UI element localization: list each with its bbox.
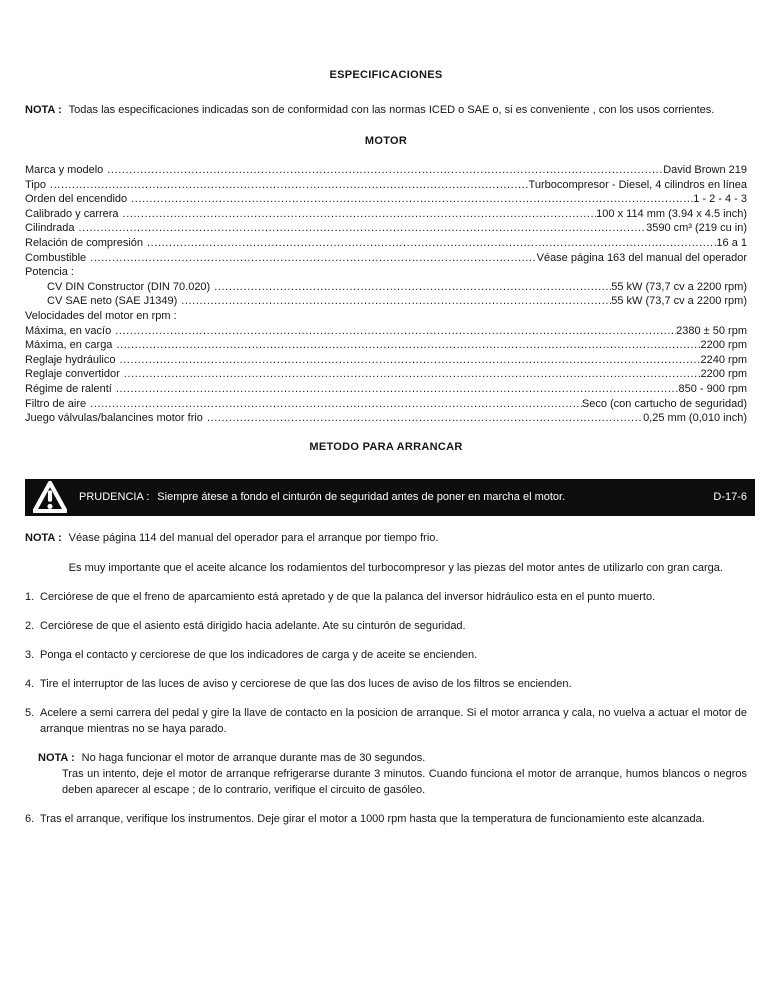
dot-leader	[177, 294, 611, 309]
spec-row-combustible	[25, 251, 747, 266]
spec-row-calibrado	[25, 207, 747, 222]
motor-spec-list	[25, 163, 747, 426]
spec-label: Juego válvulas/balancines motor frio	[25, 412, 203, 425]
spec-value: 3590 cm³ (219 cu in)	[646, 222, 747, 235]
spec-value: Seco (con cartucho de seguridad)	[581, 397, 747, 410]
spec-value: Turbocompresor - Diesel, 4 cilindros en línea	[528, 178, 747, 191]
step-number: 1.	[25, 590, 35, 603]
spec-value: 1 - 2 - 4 - 3	[693, 193, 747, 206]
spec-value: Véase página 163 del manual del operador	[536, 251, 747, 264]
warning-code: D-17-6	[713, 491, 747, 504]
arranque-section-heading: METODO PARA ARRANCAR	[309, 440, 463, 453]
warning-banner	[25, 479, 755, 516]
spec-row-cv-din	[25, 280, 747, 295]
dot-leader	[203, 411, 643, 426]
spec-row-ralenti	[25, 382, 747, 397]
step-text: Cerciórese de que el freno de aparcamiento está apretado y de que la palanca del inversor hidráulico esta en el punto muerto.	[40, 590, 656, 603]
spec-label: Reglaje hydráulico	[25, 353, 116, 366]
note-label: NOTA :	[25, 104, 62, 116]
spec-row-tipo	[25, 178, 747, 193]
spec-group-velocidades	[25, 309, 747, 324]
step-text: Cerciórese de que el asiento está dirigido hacia adelante. Ate su cinturón de seguridad.	[40, 619, 466, 632]
spec-label: Tipo	[25, 178, 46, 191]
spec-value: 2380 ± 50 rpm	[676, 324, 747, 337]
arranque-note	[25, 530, 747, 576]
step-item-4	[25, 676, 747, 692]
spec-label: Reglaje convertidor	[25, 368, 120, 381]
spec-value: 55 kW (73,7 cv a 2200 rpm)	[611, 280, 747, 293]
dot-leader	[116, 353, 701, 368]
spec-label: Marca y modelo	[25, 164, 104, 176]
spec-row-juego-valvulas	[25, 411, 747, 426]
step-number: 2.	[25, 619, 35, 632]
spec-row-maxima-carga	[25, 338, 747, 353]
note-label: NOTA :	[25, 531, 62, 544]
step-text: Ponga el contacto y cerciorese de que los indicadores de carga y de aceite se encienden.	[40, 648, 478, 661]
dot-leader	[127, 192, 693, 207]
dot-leader	[112, 338, 700, 353]
spec-row-cv-sae	[25, 294, 747, 309]
warning-text: Siempre átese a fondo el cinturón de seguridad antes de poner en marcha el motor.	[157, 491, 566, 504]
step-text: Tire el interruptor de las luces de aviso y cerciorese de que las dos luces de aviso de los filtros se encienden.	[40, 677, 572, 690]
dot-leader	[119, 207, 597, 222]
spec-row-marca	[25, 163, 747, 178]
step-text: Tras el arranque, verifique los instrumentos. Deje girar el motor a 1000 rpm hasta que la temperatura de funcionamiento este alcanzada.	[40, 812, 705, 825]
page-title: ESPECIFICACIONES	[329, 69, 443, 81]
dot-leader	[75, 221, 647, 236]
note-text	[69, 530, 747, 576]
spec-value: 0,25 mm (0,010 inch)	[643, 412, 747, 425]
step-item-5	[25, 705, 747, 737]
step-item-3	[25, 647, 747, 663]
spec-row-reglaje-hidraulico	[25, 353, 747, 368]
warning-label: PRUDENCIA :	[79, 491, 150, 504]
dot-leader	[86, 251, 536, 266]
spec-label: Máxima, en carga	[25, 339, 113, 352]
spec-label: CV DIN Constructor (DIN 70.020)	[47, 280, 211, 293]
spec-value: 16 a 1	[716, 236, 747, 249]
warning-triangle-icon	[33, 481, 67, 513]
note-label: NOTA :	[38, 751, 75, 764]
spec-row-maxima-vacio	[25, 324, 747, 339]
dot-leader	[143, 236, 716, 251]
step-item-1	[25, 589, 747, 605]
dot-leader	[112, 382, 679, 397]
spec-label: Calibrado y carrera	[25, 207, 119, 220]
spec-value: 2200 rpm	[700, 368, 747, 381]
intro-note	[25, 102, 747, 118]
spec-label: CV SAE neto (SAE J1349)	[47, 295, 178, 308]
step-item-6	[25, 811, 747, 827]
spec-group-label: Velocidades del motor en rpm :	[25, 309, 177, 322]
dot-leader	[120, 367, 701, 382]
note-text: Todas las especificaciones indicadas son de conformidad con las normas ICED o SAE o, si es conveniente , con los usos corrientes.	[68, 104, 715, 116]
step-item-2	[25, 618, 747, 634]
start-procedure-steps	[25, 589, 747, 827]
spec-group-potencia	[25, 265, 747, 280]
spec-value: 2240 rpm	[700, 353, 747, 366]
spec-row-orden-encendido	[25, 192, 747, 207]
step-number: 6.	[25, 812, 35, 825]
spec-row-reglaje-convertidor	[25, 367, 747, 382]
spec-value: 55 kW (73,7 cv a 2200 rpm)	[611, 295, 747, 308]
spec-label: Cilindrada	[25, 222, 75, 235]
dot-leader	[86, 397, 582, 412]
step-number: 3.	[25, 648, 35, 661]
spec-group-label: Potencia :	[25, 266, 74, 279]
spec-value: 850 - 900 rpm	[678, 382, 747, 395]
spec-label: Filtro de aire	[25, 397, 87, 410]
step-text: Acelere a semi carrera del pedal y gire la llave de contacto en la posicion de arranque. Si el motor arranca y cala, no vuelva a actuar el motor de arranque mientras no se haya parado.	[40, 706, 747, 735]
note-line: Véase página 114 del manual del operador para el arranque por tiempo frio.	[68, 531, 439, 544]
spec-row-filtro-aire	[25, 397, 747, 412]
step-number: 4.	[25, 677, 35, 690]
spec-row-cilindrada	[25, 221, 747, 236]
dot-leader	[111, 324, 676, 339]
spec-value: David Brown 219	[663, 164, 747, 176]
spec-label: Relación de compresión	[25, 236, 144, 249]
step5-note	[38, 750, 747, 798]
step5-note-line1	[38, 750, 747, 766]
step-number: 5.	[25, 706, 35, 719]
dot-leader	[103, 163, 663, 178]
spec-label: Régime de ralentí	[25, 382, 112, 395]
dot-leader	[210, 280, 611, 295]
spec-value: 2200 rpm	[700, 339, 747, 352]
spec-label: Orden del encendido	[25, 193, 128, 206]
step5-note-continuation: Tras un intento, deje el motor de arranque refrigerarse durante 3 minutos. Cuando funciona el motor de arranque, humos blancos o negros deben aparecer al escape ; de lo contrario, verifique el circuito de gasóleo.	[62, 767, 747, 796]
spec-label: Combustible	[25, 251, 87, 264]
spec-label: Máxima, en vacío	[25, 324, 112, 337]
note-line: Es muy importante que el aceite alcance los rodamientos del turbocompresor y las piezas del motor antes de utilizarlo con gran carga.	[68, 561, 723, 574]
spec-value: 100 x 114 mm (3.94 x 4.5 inch)	[596, 207, 747, 220]
motor-section-heading: MOTOR	[364, 135, 408, 147]
spec-row-compresion	[25, 236, 747, 251]
note-text: No haga funcionar el motor de arranque durante mas de 30 segundos.	[81, 751, 426, 764]
dot-leader	[46, 178, 529, 193]
